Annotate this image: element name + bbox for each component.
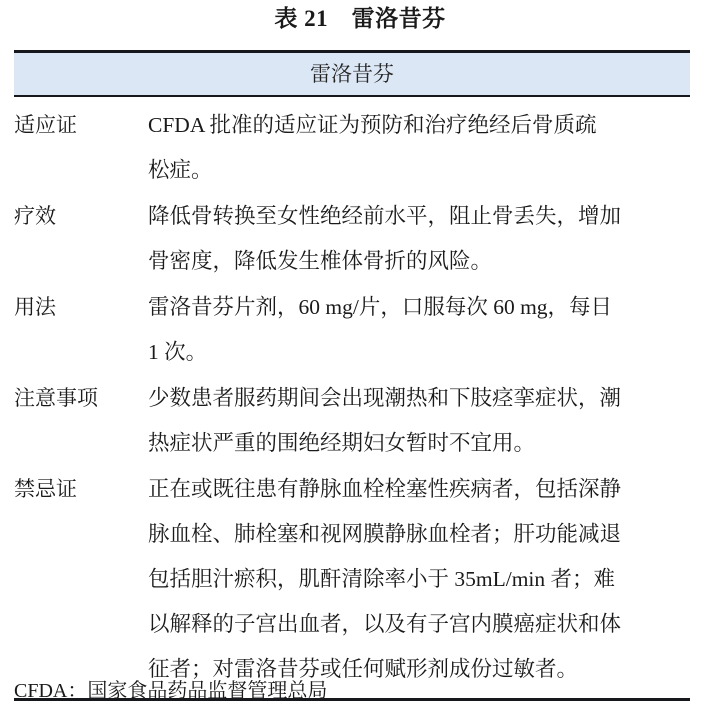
table-row-label: 用法 [14, 295, 56, 319]
table-row-value [148, 194, 690, 284]
table-row-line: 以解释的子宫出血者，以及有子宫内膜癌症状和体 [148, 612, 622, 636]
table-row-label: 疗效 [14, 204, 56, 228]
table-footnote: CFDA：国家食品药品监督管理总局 [14, 680, 328, 702]
table-row-line: 包括胆汁瘀积，肌酐清除率小于 35mL/min 者；难 [148, 567, 616, 591]
table-row-line: 少数患者服药期间会出现潮热和下肢痉挛症状，潮 [148, 386, 622, 410]
table-header-cell: 雷洛昔芬 [14, 53, 690, 95]
table-row [14, 467, 690, 692]
table-row-line: CFDA 批准的适应证为预防和治疗绝经后骨质疏 [148, 113, 597, 137]
table-row-value [148, 467, 690, 692]
table-row-line: 松症。 [148, 158, 213, 182]
table-row-line: 降低骨转换至女性绝经前水平，阻止骨丢失，增加 [148, 204, 622, 228]
data-table [14, 50, 690, 701]
table-row-label: 适应证 [14, 113, 77, 137]
table-row-line: 1 次。 [148, 340, 208, 364]
table-row-label: 禁忌证 [14, 477, 77, 501]
table-body [14, 97, 690, 698]
table-row [14, 285, 690, 375]
table-row-line: 骨密度，降低发生椎体骨折的风险。 [148, 249, 493, 273]
table-row-line: 征者；对雷洛昔芬或任何赋形剂成份过敏者。 [148, 657, 579, 681]
table-row-line: 雷洛昔芬片剂，60 mg/片，口服每次 60 mg，每日 [148, 295, 613, 319]
table-row [14, 194, 690, 284]
table-row-value [148, 103, 690, 193]
table-row-value [148, 285, 690, 375]
table-row [14, 376, 690, 466]
table-caption: 表 21 雷洛昔芬 [274, 6, 446, 31]
table-row-line: 脉血栓、肺栓塞和视网膜静脉血栓者；肝功能减退 [148, 522, 622, 546]
table-row-line: 正在或既往患有静脉血栓栓塞性疾病者，包括深静 [148, 477, 622, 501]
table-row [14, 103, 690, 193]
table-row-line: 热症状严重的围绝经期妇女暂时不宜用。 [148, 431, 536, 455]
table-row-value [148, 376, 690, 466]
table-row-label: 注意事项 [14, 386, 98, 410]
